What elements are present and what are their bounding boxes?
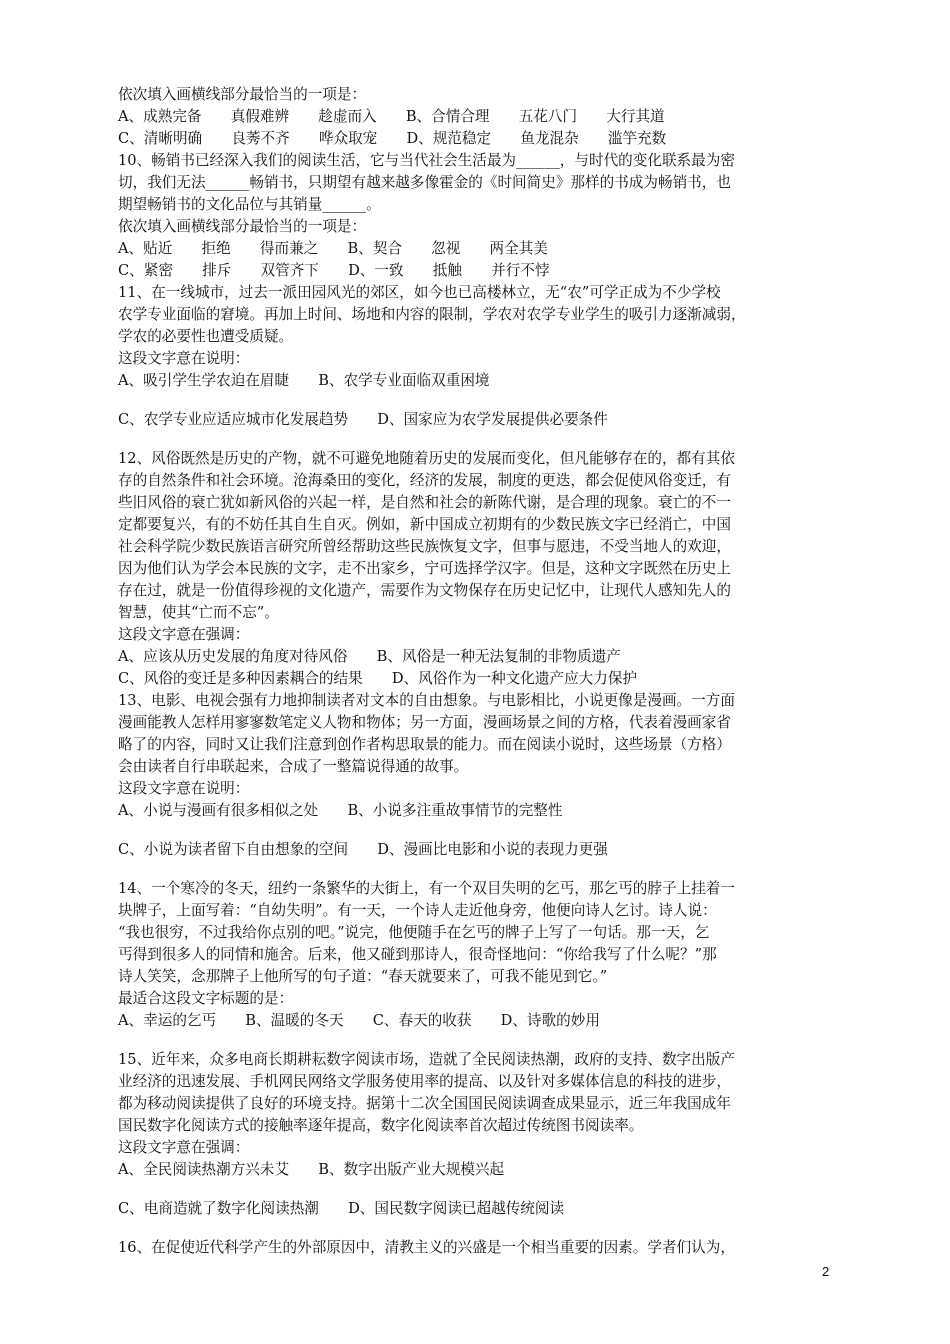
text-line: 漫画能教人怎样用寥寥数笔定义人物和物体；另一方面，漫画场景之间的方格，代表着漫画家省 <box>118 714 731 731</box>
text-line: 13、电影、电视会强有力地抑制读者对文本的自由想象。与电影相比，小说更像是漫画。一方面 <box>118 692 735 709</box>
text-line: 切，我们无法______畅销书，只期望有越来越多像霍金的《时间简史》那样的书成为畅销书，也 <box>118 174 731 191</box>
text-line: 15、近年来，众多电商长期耕耘数字阅读市场，造就了全民阅读热潮，政府的支持、数字出版产 <box>118 1051 735 1068</box>
text-line: C、风俗的变迁是多种因素耦合的结果 D、风俗作为一种文化遗产应大力保护 <box>118 670 638 687</box>
text-line: 智慧，使其“亡而不忘”。 <box>118 604 279 621</box>
text-line: 11、在一线城市，过去一派田园风光的郊区，如今也已高楼林立，无“农”可学正成为不少学校 <box>118 284 721 301</box>
text-line: 10、畅销书已经深入我们的阅读生活，它与当代社会生活最为______，与时代的变化联系最为密 <box>118 152 735 169</box>
text-line: 社会科学院少数民族语言研究所曾经帮助这些民族恢复文字，但事与愿违，不受当地人的欢迎， <box>118 538 731 555</box>
blank-gap <box>118 1181 844 1198</box>
blank-gap <box>118 861 844 878</box>
text-line: 些旧风俗的衰亡犹如新风俗的兴起一样，是自然和社会的新陈代谢，是合理的现象。衰亡的不一 <box>118 494 731 511</box>
text-line: 丐得到很多人的同情和施舍。后来，他又碰到那诗人，很奇怪地问：“你给我写了什么呢？”那 <box>118 946 717 963</box>
text-line: A、吸引学生学农迫在眉睫 B、农学专业面临双重困境 <box>118 372 490 389</box>
text-line: A、幸运的乞丐 B、温暖的冬天 C、春天的收获 D、诗歌的妙用 <box>118 1012 600 1029</box>
text-line: 最适合这段文字标题的是： <box>118 990 294 1007</box>
text-line: 期望畅销书的文化品位与其销量______。 <box>118 196 381 213</box>
text-line: 这段文字意在强调： <box>118 1139 250 1156</box>
text-line: C、农学专业应适应城市化发展趋势 D、国家应为农学发展提供必要条件 <box>118 411 608 428</box>
text-line: 诗人笑笑，念那牌子上他所写的句子道：“春天就要来了，可我不能见到它。” <box>118 968 608 985</box>
document-page <box>118 84 844 1259</box>
text-line: 学农的必要性也遭受质疑。 <box>118 328 294 345</box>
blank-gap <box>118 822 844 839</box>
text-line: 这段文字意在强调： <box>118 626 250 643</box>
text-line: A、成熟完备 真假难辨 趁虚而入 B、合情合理 五花八门 大行其道 <box>118 108 665 125</box>
blank-gap <box>118 1220 844 1237</box>
text-line: 16、在促使近代科学产生的外部原因中，清教主义的兴盛是一个相当重要的因素。学者们认为， <box>118 1239 735 1256</box>
text-line: A、小说与漫画有很多相似之处 B、小说多注重故事情节的完整性 <box>118 802 563 819</box>
text-line: “我也很穷，不过我给你点别的吧。”说完，他便随手在乞丐的牌子上写了一句话。那一天，乞 <box>118 924 710 941</box>
text-line: 会由读者自行串联起来，合成了一整篇说得通的故事。 <box>118 758 469 775</box>
text-line: 业经济的迅速发展、手机网民网络文学服务使用率的提高、以及针对多媒体信息的科技的进步， <box>118 1073 731 1090</box>
text-line: C、清晰明确 良莠不齐 哗众取宠 D、规范稳定 鱼龙混杂 滥竽充数 <box>118 130 667 147</box>
text-line: 存的自然条件和社会环境。沧海桑田的变化，经济的发展，制度的更迭，都会促使风俗变迁，有 <box>118 472 731 489</box>
text-line: C、紧密 排斥 双管齐下 D、一致 抵触 并行不悖 <box>118 262 550 279</box>
text-line: 这段文字意在说明： <box>118 780 250 797</box>
page-number: 2 <box>822 1264 830 1279</box>
text-line: 块牌子，上面写着：“自幼失明”。有一天，一个诗人走近他身旁，他便向诗人乞讨。诗人说： <box>118 902 717 919</box>
text-line: 农学专业面临的窘境。再加上时间、场地和内容的限制，学农对农学专业学生的吸引力逐渐减弱， <box>118 306 746 323</box>
blank-gap <box>118 1032 844 1049</box>
blank-gap <box>118 392 844 409</box>
text-line: A、全民阅读热潮方兴未艾 B、数字出版产业大规模兴起 <box>118 1161 505 1178</box>
text-line: 定都要复兴，有的不妨任其自生自灭。例如，新中国成立初期有的少数民族文字已经消亡，中国 <box>118 516 731 533</box>
text-line: C、电商造就了数字化阅读热潮 D、国民数字阅读已超越传统阅读 <box>118 1200 565 1217</box>
text-line: 14、一个寒冷的冬天，纽约一条繁华的大街上，有一个双目失明的乞丐，那乞丐的脖子上挂着一 <box>118 880 735 897</box>
text-line: 略了的内容，同时又让我们注意到创作者构思取景的能力。而在阅读小说时，这些场景（方格） <box>118 736 731 753</box>
text-line: 依次填入画横线部分最恰当的一项是： <box>118 218 367 235</box>
text-line: 依次填入画横线部分最恰当的一项是： <box>118 86 367 103</box>
text-line: A、应该从历史发展的角度对待风俗 B、风俗是一种无法复制的非物质遗产 <box>118 648 621 665</box>
text-line: 都为移动阅读提供了良好的环境支持。据第十二次全国国民阅读调查成果显示，近三年我国成年 <box>118 1095 731 1112</box>
text-line: 12、风俗既然是历史的产物，就不可避免地随着历史的发展而变化，但凡能够存在的，都有其依 <box>118 450 735 467</box>
text-line: C、小说为读者留下自由想象的空间 D、漫画比电影和小说的表现力更强 <box>118 841 608 858</box>
text-line: 因为他们认为学会本民族的文字，走不出家乡，宁可选择学汉字。但是，这种文字既然在历史上 <box>118 560 731 577</box>
text-line: 存在过，就是一份值得珍视的文化遗产，需要作为文物保存在历史记忆中，让现代人感知先人的 <box>118 582 731 599</box>
text-line: 国民数字化阅读方式的接触率逐年提高，数字化阅读率首次超过传统图书阅读率。 <box>118 1117 644 1134</box>
text-line: 这段文字意在说明： <box>118 350 250 367</box>
text-line: A、贴近 拒绝 得而兼之 B、契合 忽视 两全其美 <box>118 240 548 257</box>
blank-gap <box>118 431 844 448</box>
